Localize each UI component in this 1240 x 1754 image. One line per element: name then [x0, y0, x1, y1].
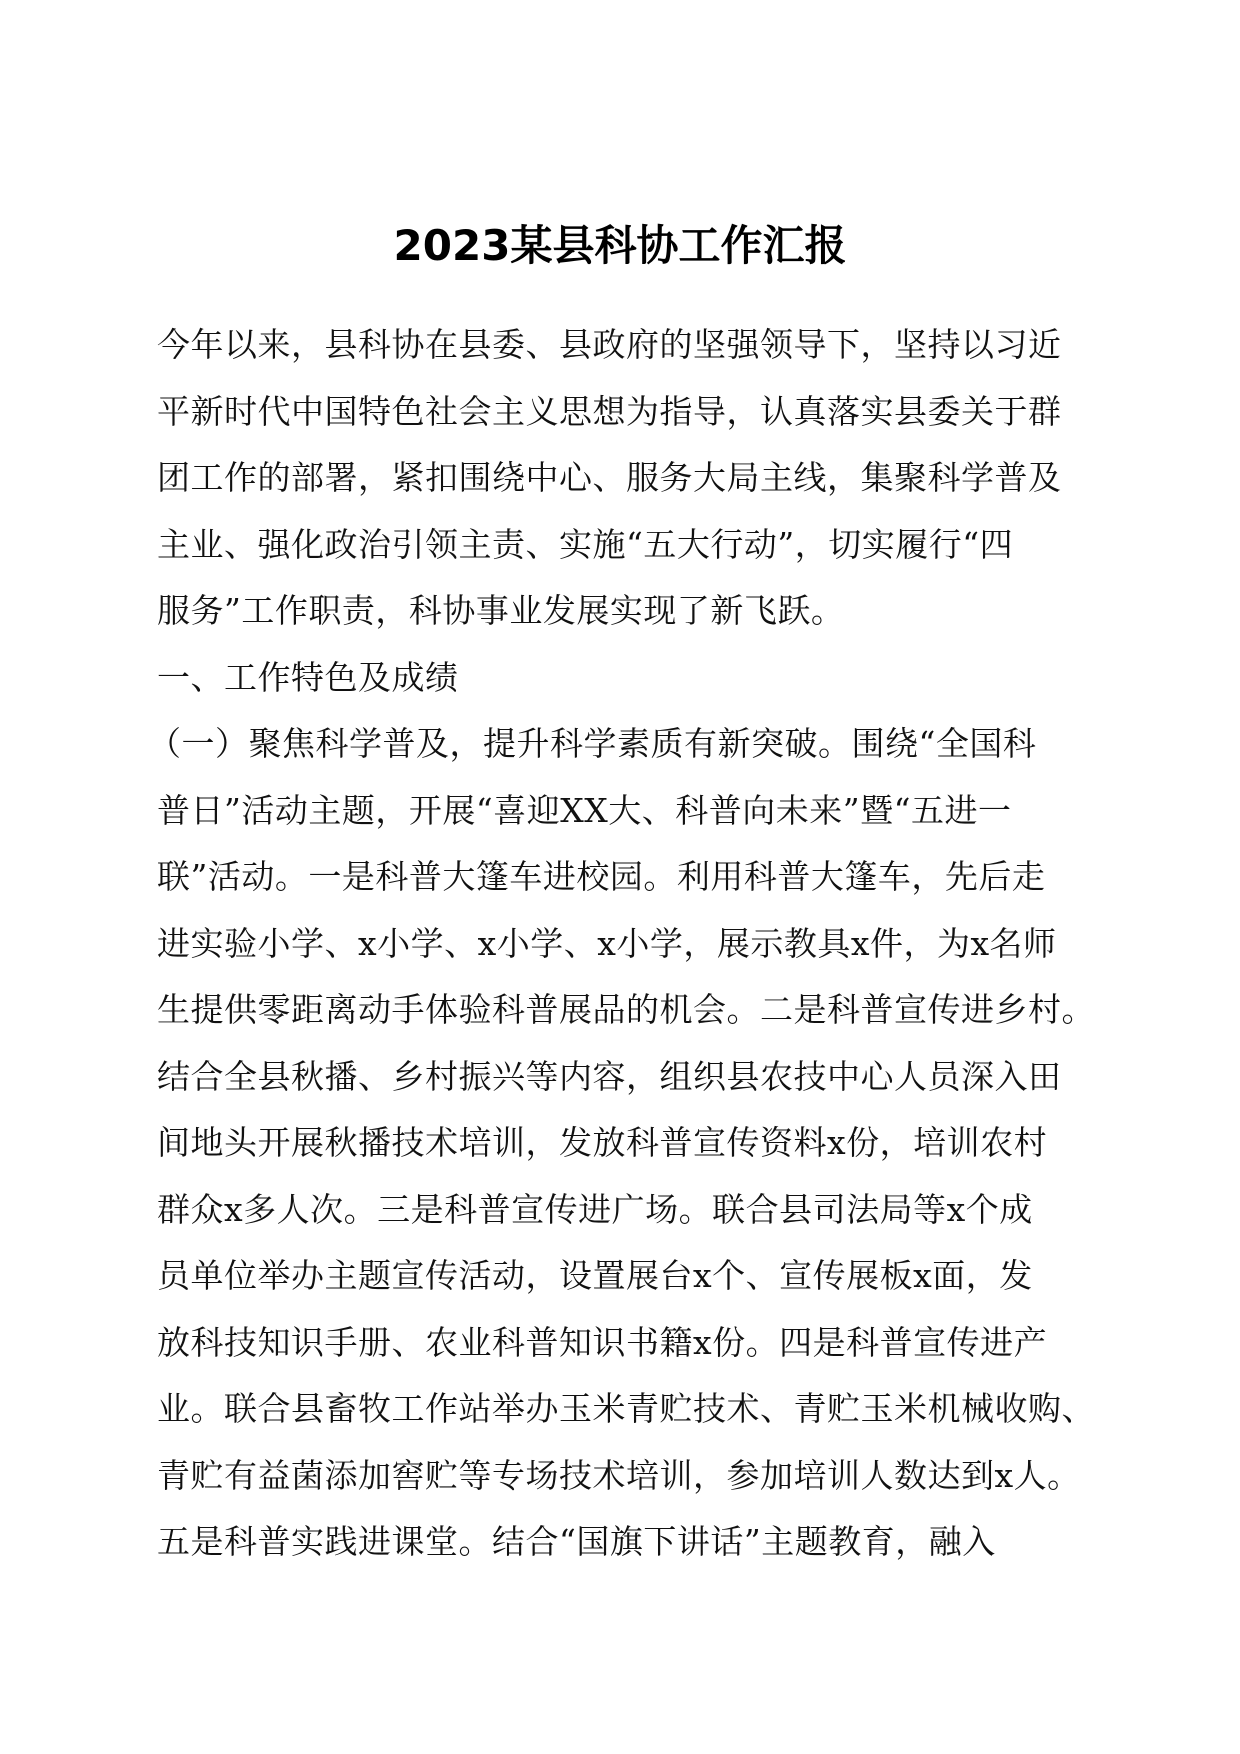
body-line: 生提供零距离动手体验科普展品的机会。二是科普宣传进乡村。	[157, 990, 1095, 1029]
body-line: 放科技知识手册、农业科普知识书籍x份。四是科普宣传进产	[157, 1323, 1048, 1362]
body-line: 联”活动。一是科普大篷车进校园。利用科普大篷车，先后走	[157, 857, 1046, 896]
body-line: 今年以来，县科协在县委、县政府的坚强领导下，坚持以习近	[157, 325, 1062, 364]
document-title: 2023某县科协工作汇报	[393, 221, 847, 270]
body-line: 进实验小学、x小学、x小学、x小学，展示教具x件，为x名师	[157, 924, 1057, 963]
body-line: 五是科普实践进课堂。结合“国旗下讲话”主题教育，融入	[157, 1522, 996, 1561]
body-line: 群众x多人次。三是科普宣传进广场。联合县司法局等x个成	[157, 1190, 1033, 1229]
body-line: 服务”工作职责，科协事业发展实现了新飞跃。	[157, 591, 845, 630]
body-line: 普日”活动主题，开展“喜迎XX大、科普向未来”暨“五进一	[157, 791, 1012, 830]
body-line: 主业、强化政治引领主责、实施“五大行动”，切实履行“四	[157, 525, 1014, 564]
body-line: 结合全县秋播、乡村振兴等内容，组织县农技中心人员深入田	[157, 1057, 1062, 1096]
body-line: 间地头开展秋播技术培训，发放科普宣传资料x份，培训农村	[157, 1123, 1048, 1162]
body-line: （一）聚焦科学普及，提升科学素质有新突破。围绕“全国科	[148, 724, 1037, 763]
body-line: 青贮有益菌添加窖贮等专场技术培训，参加培训人数达到x人。	[157, 1456, 1081, 1495]
body-line: 员单位举办主题宣传活动，设置展台x个、宣传展板x面，发	[157, 1256, 1033, 1295]
section-heading: 一、工作特色及成绩	[157, 658, 459, 697]
body-line: 平新时代中国特色社会主义思想为指导，认真落实县委关于群	[157, 392, 1062, 431]
body-line: 业。联合县畜牧工作站举办玉米青贮技术、青贮玉米机械收购、	[157, 1389, 1095, 1428]
body-line: 团工作的部署，紧扣围绕中心、服务大局主线，集聚科学普及	[157, 458, 1062, 497]
